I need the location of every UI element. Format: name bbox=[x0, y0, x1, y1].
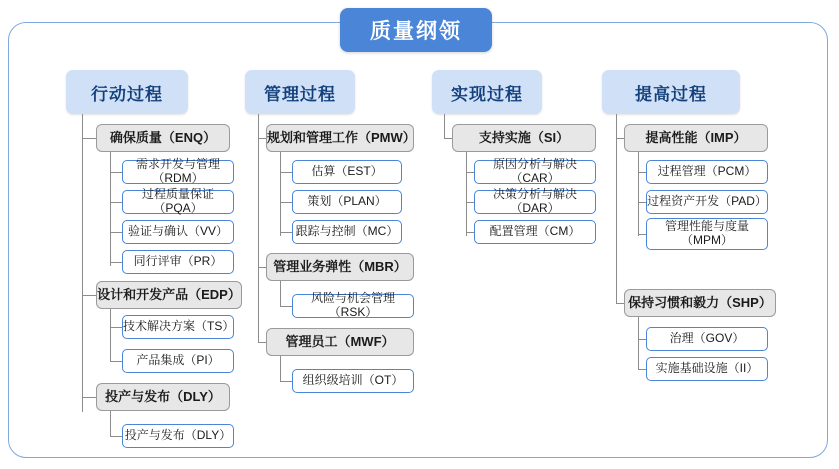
connector bbox=[444, 114, 445, 138]
column-head-improvement: 提高过程 bbox=[602, 70, 740, 114]
connector bbox=[110, 152, 111, 266]
group-node[interactable]: 管理业务弹性（MBR） bbox=[266, 253, 414, 281]
leaf-node[interactable]: 产品集成（PI） bbox=[122, 349, 234, 373]
group-node[interactable]: 设计和开发产品（EDP） bbox=[96, 281, 242, 309]
connector bbox=[110, 309, 111, 361]
connector bbox=[110, 436, 122, 437]
leaf-node[interactable]: 决策分析与解决（DAR） bbox=[474, 190, 596, 214]
leaf-node[interactable]: 过程资产开发（PAD） bbox=[646, 190, 768, 214]
leaf-node[interactable]: 原因分析与解决（CAR） bbox=[474, 160, 596, 184]
leaf-node[interactable]: 技术解决方案（TS） bbox=[122, 315, 234, 339]
connector bbox=[638, 339, 646, 340]
leaf-node[interactable]: 策划（PLAN） bbox=[292, 190, 402, 214]
diagram-title: 质量纲领 bbox=[340, 8, 492, 52]
connector bbox=[638, 234, 646, 235]
connector bbox=[638, 202, 646, 203]
connector bbox=[110, 202, 122, 203]
leaf-node[interactable]: 治理（GOV） bbox=[646, 327, 768, 351]
column-head-management: 管理过程 bbox=[245, 70, 355, 114]
column-head-implementation: 实现过程 bbox=[432, 70, 542, 114]
leaf-node[interactable]: 同行评审（PR） bbox=[122, 250, 234, 274]
group-node[interactable]: 提高性能（IMP） bbox=[624, 124, 768, 152]
connector bbox=[258, 342, 266, 343]
leaf-node[interactable]: 组织级培训（OT） bbox=[292, 369, 414, 393]
connector bbox=[638, 172, 646, 173]
connector bbox=[82, 397, 96, 398]
leaf-node[interactable]: 过程质量保证（PQA） bbox=[122, 190, 234, 214]
connector bbox=[82, 295, 96, 296]
leaf-node[interactable]: 跟踪与控制（MC） bbox=[292, 220, 402, 244]
connector bbox=[280, 152, 281, 236]
leaf-node[interactable]: 管理性能与度量（MPM） bbox=[646, 218, 768, 250]
connector bbox=[466, 232, 474, 233]
connector bbox=[616, 114, 617, 303]
connector bbox=[616, 303, 624, 304]
connector bbox=[280, 281, 281, 306]
connector bbox=[82, 138, 96, 139]
connector bbox=[110, 361, 122, 362]
connector bbox=[110, 262, 122, 263]
group-node[interactable]: 支持实施（SI） bbox=[452, 124, 596, 152]
connector bbox=[280, 356, 281, 381]
leaf-node[interactable]: 估算（EST） bbox=[292, 160, 402, 184]
connector bbox=[258, 267, 266, 268]
connector bbox=[280, 306, 292, 307]
group-node[interactable]: 管理员工（MWF） bbox=[266, 328, 414, 356]
connector bbox=[466, 172, 474, 173]
leaf-node[interactable]: 投产与发布（DLY） bbox=[122, 424, 234, 448]
leaf-node[interactable]: 需求开发与管理（RDM） bbox=[122, 160, 234, 184]
connector bbox=[280, 381, 292, 382]
connector bbox=[466, 152, 467, 236]
group-node[interactable]: 保持习惯和毅力（SHP） bbox=[624, 289, 776, 317]
connector bbox=[110, 172, 122, 173]
connector bbox=[110, 411, 111, 436]
connector bbox=[638, 317, 639, 369]
connector bbox=[110, 327, 122, 328]
group-node[interactable]: 确保质量（ENQ） bbox=[96, 124, 230, 152]
connector bbox=[258, 114, 259, 342]
connector bbox=[444, 138, 452, 139]
connector bbox=[466, 202, 474, 203]
column-head-action: 行动过程 bbox=[66, 70, 188, 114]
group-node[interactable]: 投产与发布（DLY） bbox=[96, 383, 230, 411]
connector bbox=[280, 202, 292, 203]
connector bbox=[258, 138, 266, 139]
connector bbox=[616, 138, 624, 139]
leaf-node[interactable]: 验证与确认（VV） bbox=[122, 220, 234, 244]
leaf-node[interactable]: 过程管理（PCM） bbox=[646, 160, 768, 184]
leaf-node[interactable]: 实施基础设施（II） bbox=[646, 357, 768, 381]
connector bbox=[638, 369, 646, 370]
connector bbox=[110, 232, 122, 233]
connector bbox=[280, 172, 292, 173]
connector bbox=[280, 232, 292, 233]
connector bbox=[638, 152, 639, 236]
group-node[interactable]: 规划和管理工作（PMW） bbox=[266, 124, 414, 152]
leaf-node[interactable]: 配置管理（CM） bbox=[474, 220, 596, 244]
connector bbox=[82, 114, 83, 412]
leaf-node[interactable]: 风险与机会管理（RSK） bbox=[292, 294, 414, 318]
